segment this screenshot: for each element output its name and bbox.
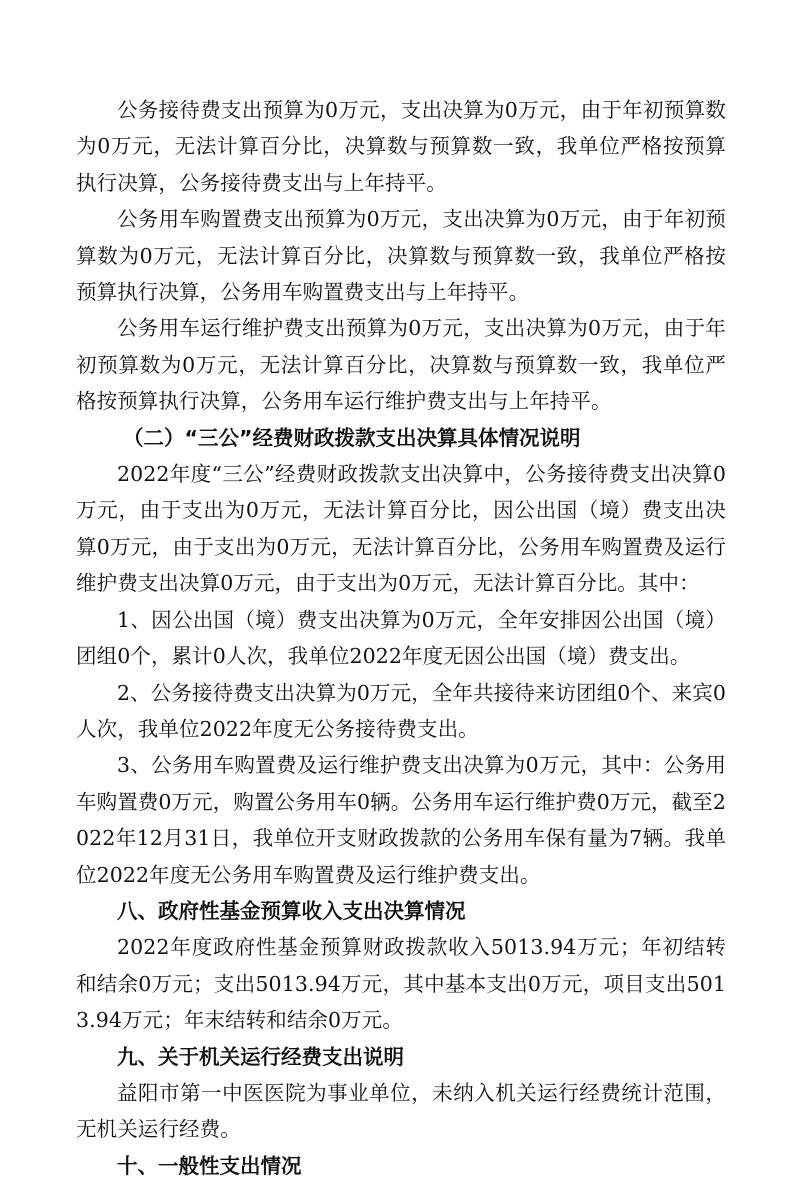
paragraph-overseas-fee: 1、因公出国（境）费支出决算为0万元，全年安排因公出国（境）团组0个，累计0人次，我单位2022年度无因公出国（境）费支出。 [76,607,726,669]
paragraph-operating-expenses: 益阳市第一中医医院为事业单位，未纳入机关运行经费统计范围，无机关运行经费。 [76,1080,726,1142]
subheading-three-public: （二）“三公”经费财政拨款支出决算具体情况说明 [123,425,581,450]
section-heading-government-fund: 八、政府性基金预算收入支出决算情况 [117,898,466,923]
paragraph-reception-fee: 公务接待费支出预算为0万元，支出决算为0万元，由于年初预算数为0万元，无法计算百分比，决算数与预算数一致，我单位严格按预算执行决算，公务接待费支出与上年持平。 [76,98,726,195]
paragraph-vehicle-maintenance: 公务用车运行维护费支出预算为0万元，支出决算为0万元，由于年初预算数为0万元，无法计算百分比，决算数与预算数一致，我单位严格按预算执行决算，公务用车运行维护费支出与上年持平。 [76,316,726,414]
paragraph-vehicle-detail: 3、公务用车购置费及运行维护费支出决算为0万元，其中：公务用车购置费0万元，购置公务用车0辆。公务用车运行维护费0万元，截至2022年12月31日，我单位开支财政拨款的公务用车保有量为7辆。我单位2022年度无公务用车购置费及运行维护费支出。 [76,753,726,887]
document-page [76,92,726,1184]
paragraph-reception-detail: 2、公务接待费支出决算为0万元，全年共接待来访团组0个、来宾0人次，我单位2022年度无公务接待费支出。 [76,680,726,741]
paragraph-vehicle-purchase: 公务用车购置费支出预算为0万元，支出决算为0万元，由于年初预算数为0万元，无法计算百分比，决算数与预算数一致，我单位严格按预算执行决算，公务用车购置费支出与上年持平。 [76,207,726,305]
paragraph-three-public-summary: 2022年度“三公”经费财政拨款支出决算中，公务接待费支出决算0万元，由于支出为0万元，无法计算百分比，因公出国（境）费支出决算0万元，由于支出为0万元，无法计算百分比，公务用车购置费及运行维护费支出决算0万元，由于支出为0万元，无法计算百分比。其中： [76,462,726,596]
section-heading-operating-expenses: 九、关于机关运行经费支出说明 [117,1044,404,1069]
paragraph-government-fund: 2022年度政府性基金预算财政拨款收入5013.94万元；年初结转和结余0万元；支出5013.94万元，其中基本支出0万元，项目支出5013.94万元；年末结转和结余0万元。 [76,935,726,1033]
section-heading-general-expenditure: 十、一般性支出情况 [117,1153,302,1178]
